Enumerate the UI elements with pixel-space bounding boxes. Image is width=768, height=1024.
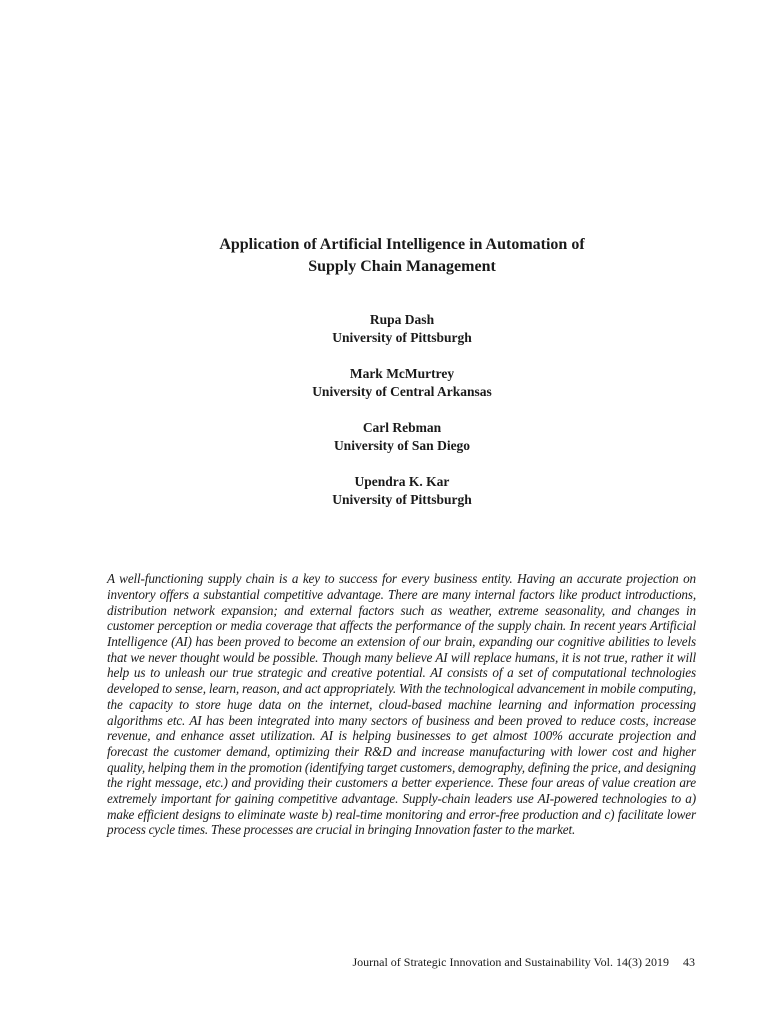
author-name: Upendra K. Kar (354, 474, 450, 489)
author-affiliation: University of Pittsburgh (332, 330, 472, 345)
journal-citation: Journal of Strategic Innovation and Sustainability Vol. 14(3) 2019 (352, 955, 669, 969)
author-name: Rupa Dash (369, 312, 435, 327)
author-name: Mark McMurtrey (349, 366, 455, 381)
title-line-1: Application of Artificial Intelligence in Automation of (219, 236, 585, 253)
paper-title (0, 234, 768, 278)
author-name: Carl Rebman (362, 420, 442, 435)
page-number: 43 (683, 955, 695, 969)
title-line-2: Supply Chain Management (308, 258, 496, 275)
abstract-text: A well-functioning supply chain is a key to success for every business entity. Having an accurate projection on inventory offers a substantial competitive advantage. There are many internal factors like product introductions, distribution network expansion; and external factors such as weather, extreme seasonality, and changes in customer perception or media coverage that affects the performance of the supply chain. In recent years Artificial Intelligence (AI) has been proved to become an extension of our brain, expanding our cognitive abilities to levels that we never thought would be possible. Though many believe AI will replace humans, it is not true, rather it will help us to unleash our true strategic and creative potential. AI consists of a set of computational technologies developed to sense, learn, reason, and act appropriately. With the technological advancement in mobile computing, the capacity to store huge data on the internet, cloud-based machine learning and information processing algorithms etc. AI has been integrated into many sectors of business and been proved to reduce costs, increase revenue, and enhance asset utilization. AI is helping businesses to get almost 100% accurate projection and forecast the customer demand, optimizing their R&D and increase manufacturing with lower cost and higher quality, helping them in the promotion (identifying target customers, demography, defining the price, and designing the right message, etc.) and providing their customers a better experience. These four areas of value creation are extremely important for gaining competitive advantage. Supply-chain leaders use AI-powered technologies to a) make efficient designs to eliminate waste b) real-time monitoring and error-free production and c) facilitate lower process cycle times. These processes are crucial in bringing Innovation faster to the market. (107, 571, 696, 838)
author-block (0, 473, 768, 509)
author-affiliation: University of San Diego (333, 438, 471, 453)
page-footer (0, 954, 695, 970)
author-affiliation: University of Central Arkansas (312, 384, 492, 399)
author-block (0, 419, 768, 455)
author-list (0, 311, 768, 527)
author-block (0, 311, 768, 347)
author-affiliation: University of Pittsburgh (332, 492, 472, 507)
author-block (0, 365, 768, 401)
